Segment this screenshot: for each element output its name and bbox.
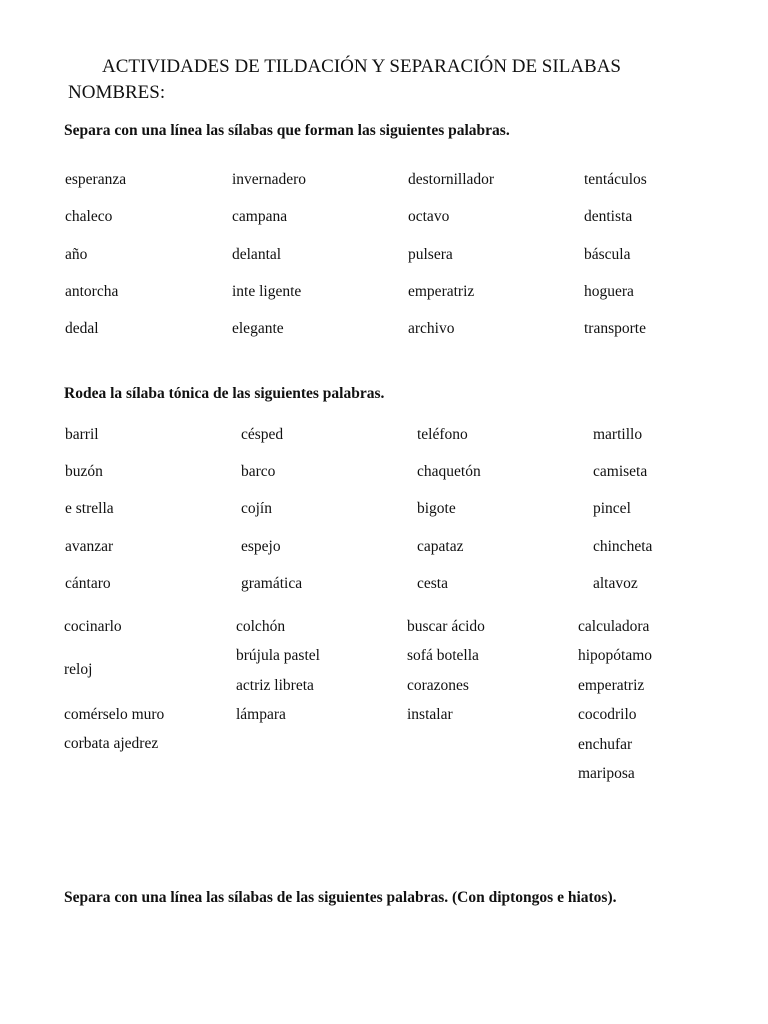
word: buscar ácido — [407, 618, 485, 635]
word: brújula pastel — [236, 647, 320, 664]
word: archivo — [408, 320, 455, 337]
word: octavo — [408, 208, 450, 225]
word: destornillador — [408, 171, 495, 188]
word: sofá botella — [407, 647, 479, 664]
word: barco — [241, 463, 276, 480]
word: hoguera — [584, 283, 634, 300]
section1-instruction: Separa con una línea las sílabas que forman las siguientes palabras. — [64, 122, 510, 139]
section4-instruction: Separa con una línea las sílabas de las siguientes palabras. (Con diptongos e hiatos). — [64, 889, 617, 906]
word: esperanza — [65, 171, 127, 188]
word: pincel — [593, 500, 631, 517]
word: capataz — [417, 538, 464, 555]
word: camiseta — [593, 463, 648, 480]
word: altavoz — [593, 575, 638, 592]
word: hipopótamo — [578, 647, 653, 664]
word: chincheta — [593, 538, 653, 555]
word: año — [65, 246, 88, 263]
word: dedal — [65, 320, 99, 337]
word: mariposa — [578, 765, 635, 782]
word: reloj — [64, 661, 93, 678]
word: colchón — [236, 618, 286, 635]
word: chaleco — [65, 208, 113, 225]
word: espejo — [241, 538, 281, 555]
word: buzón — [65, 463, 103, 480]
word: antorcha — [65, 283, 119, 300]
word: pulsera — [408, 246, 453, 263]
word: césped — [241, 426, 284, 443]
word: elegante — [232, 320, 284, 337]
word: emperatriz — [408, 283, 475, 300]
word: teléfono — [417, 426, 468, 443]
word: emperatriz — [578, 677, 645, 694]
word: corbata ajedrez — [64, 735, 159, 752]
word: cocinarlo — [64, 618, 122, 635]
word: actriz libreta — [236, 677, 314, 694]
word: enchufar — [578, 736, 633, 753]
word: instalar — [407, 706, 453, 723]
word: cojín — [241, 500, 272, 517]
word: e strella — [65, 500, 114, 517]
word: gramática — [241, 575, 303, 592]
word: tentáculos — [584, 171, 647, 188]
page-title: ACTIVIDADES DE TILDACIÓN Y SEPARACIÓN DE SILABAS — [102, 56, 621, 77]
word: barril — [65, 426, 99, 443]
word: chaquetón — [417, 463, 481, 480]
word: bigote — [417, 500, 456, 517]
word: campana — [232, 208, 288, 225]
word: martillo — [593, 426, 643, 443]
word: dentista — [584, 208, 633, 225]
word: cántaro — [65, 575, 111, 592]
word: comérselo muro — [64, 706, 165, 723]
word: báscula — [584, 246, 631, 263]
word: avanzar — [65, 538, 114, 555]
word: corazones — [407, 677, 469, 694]
word: transporte — [584, 320, 646, 337]
word: cocodrilo — [578, 706, 637, 723]
word: cesta — [417, 575, 448, 592]
word: lámpara — [236, 706, 286, 723]
word: calculadora — [578, 618, 650, 635]
section2-instruction: Rodea la sílaba tónica de las siguientes palabras. — [64, 385, 385, 402]
names-label: NOMBRES: — [68, 82, 166, 103]
word: invernadero — [232, 171, 307, 188]
word: inte ligente — [232, 283, 302, 300]
word: delantal — [232, 246, 282, 263]
